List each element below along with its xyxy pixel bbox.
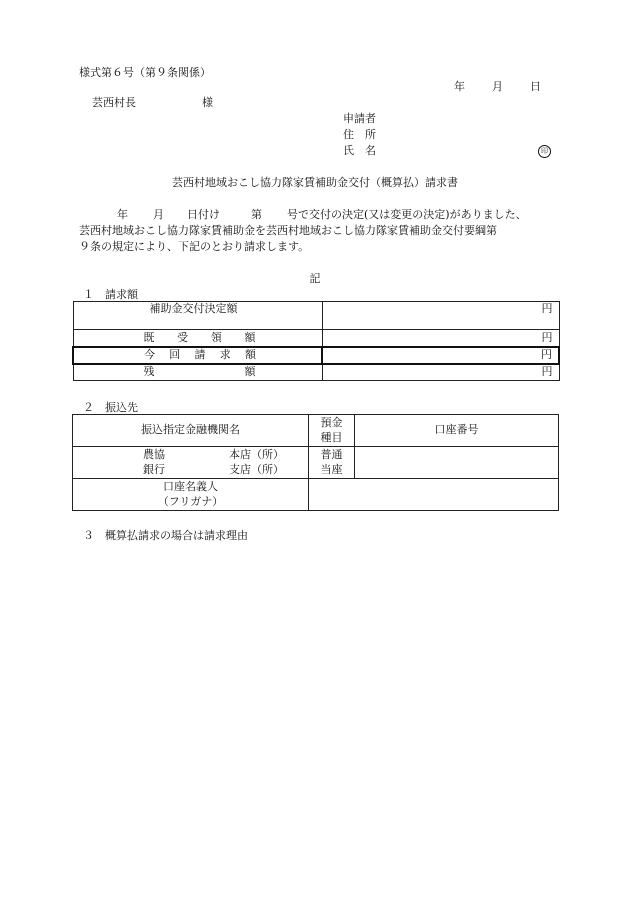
table-row	[73, 330, 559, 347]
applicant-title: 申請者	[343, 112, 376, 125]
table-row	[73, 364, 559, 381]
section2-heading: ２ 振込先	[83, 401, 138, 414]
addressee-honorific: 様	[202, 96, 213, 109]
row-unit: 円	[322, 330, 559, 347]
table-row	[73, 447, 559, 479]
row-unit: 円	[322, 302, 559, 330]
account-header: 口座番号	[355, 415, 559, 447]
bank-transfer-table	[72, 414, 559, 511]
applicant-name-label: 氏 名	[343, 144, 376, 157]
row-label: 今 回 請 求 額	[73, 347, 322, 364]
body-line-1	[79, 208, 559, 224]
document-title: 芸西村地域おこし協力隊家賃補助金交付（概算払）請求書	[172, 176, 458, 189]
table-row	[73, 302, 559, 330]
date-year: 年	[454, 80, 465, 93]
table-row	[73, 415, 559, 447]
applicant-address-label: 住 所	[343, 128, 376, 141]
row-label: 既 受 領 額	[73, 330, 322, 347]
seal-icon: 印	[538, 145, 551, 158]
body-month: 月	[153, 208, 164, 221]
account-holder-value	[309, 479, 559, 511]
body-line-3: ９条の規定により、下記のとおり請求します。	[79, 240, 310, 253]
body-dated: 日付け	[187, 208, 220, 221]
account-holder-cell: 口座名義人 （フリガナ）	[73, 479, 309, 511]
claim-amount-table	[72, 301, 560, 381]
deposit-header: 預金 種目	[309, 415, 355, 447]
form-number: 様式第６号（第９条関係）	[79, 66, 211, 79]
body-number: 第	[251, 208, 262, 221]
date-month: 月	[492, 80, 503, 93]
deposit-type-cell: 普通 当座	[309, 447, 355, 479]
row-unit: 円	[322, 364, 559, 381]
body-year: 年	[117, 208, 128, 221]
addressee	[92, 96, 213, 110]
table-row	[73, 479, 559, 511]
table-row	[73, 347, 559, 364]
account-number-cell	[355, 447, 559, 479]
body-rest: 号で交付の決定(又は変更の決定)がありました、	[287, 208, 527, 221]
date-line	[454, 80, 541, 94]
section3-heading: ３ 概算払請求の場合は請求理由	[83, 529, 248, 542]
date-day: 日	[530, 80, 541, 93]
section1-heading: １ 請求額	[83, 288, 138, 301]
addressee-name: 芸西村長	[92, 96, 136, 109]
row-label: 残 額	[73, 364, 322, 381]
bank-name-cell: 農協 本店（所） 銀行 支店（所）	[73, 447, 309, 479]
row-label: 補助金交付決定額	[73, 302, 322, 330]
body-line-2: 芸西村地域おこし協力隊家賃補助金を芸西村地域おこし協力隊家賃補助金交付要綱第	[79, 224, 497, 237]
ki-mark: 記	[309, 272, 321, 285]
row-unit: 円	[322, 347, 559, 364]
bank-header: 振込指定金融機関名	[73, 415, 309, 447]
